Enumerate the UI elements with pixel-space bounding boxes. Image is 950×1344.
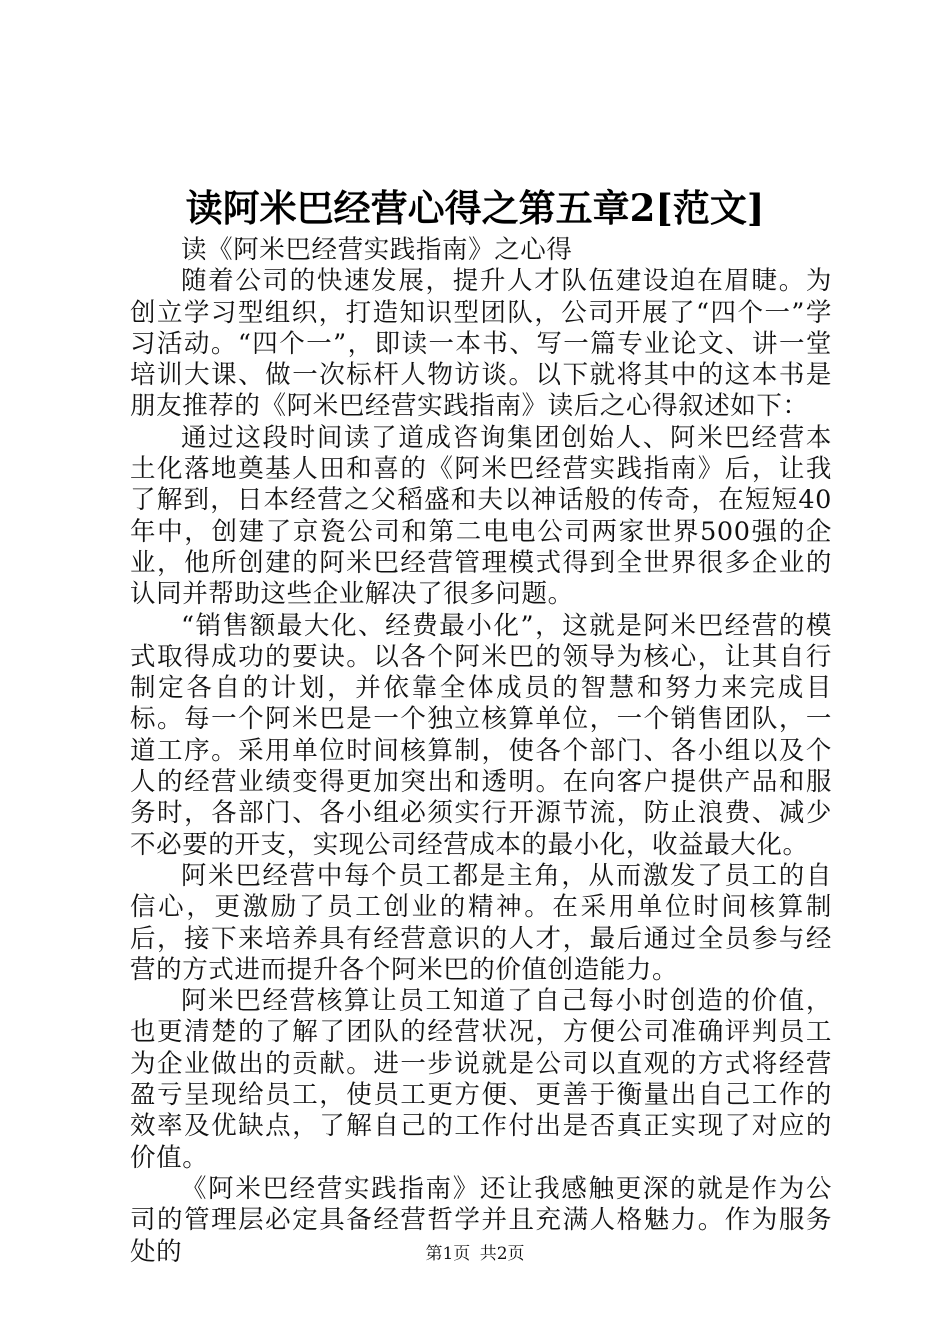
paragraph: 阿米巴经营核算让员工知道了自己每小时创造的价值，也更清楚的了解了团队的经营状况，方便公司准确评判员工为企业做出的贡献。进一步说就是公司以直观的方式将经营盈亏呈现给员工，使员工更方便、更善于衡量出自己工作的效率及优缺点，了解自己的工作付出是否真正实现了对应的价值。: [130, 986, 832, 1173]
page-total: 共2页: [479, 1244, 525, 1264]
paragraph: 随着公司的快速发展，提升人才队伍建设迫在眉睫。为创立学习型组织，打造知识型团队，公司开展了“四个一”学习活动。“四个一”，即读一本书、写一篇专业论文、讲一堂培训大课、做一次标杆人物访谈。以下就将其中的这本书是朋友推荐的《阿米巴经营实践指南》读后之心得叙述如下：: [130, 266, 832, 422]
paragraph: “销售额最大化、经费最小化”，这就是阿米巴经营的模式取得成功的要诀。以各个阿米巴的领导为核心，让其自行制定各自的计划，并依靠全体成员的智慧和努力来完成目标。每一个阿米巴是一个独立核算单位，一个销售团队，一道工序。采用单位时间核算制，使各个部门、各小组以及个人的经营业绩变得更加突出和透明。在向客户提供产品和服务时，各部门、各小组必须实行开源节流，防止浪费、减少不必要的开支，实现公司经营成本的最小化，收益最大化。: [130, 610, 832, 860]
paragraph-subtitle: 读《阿米巴经营实践指南》之心得: [181, 235, 573, 265]
paragraph: 《阿米巴经营实践指南》还让我感触更深的就是作为公司的管理层必定具备经营哲学并且充满人格魅力。作为服务处的: [130, 1173, 832, 1267]
document-title: 读阿米巴经营心得之第五章2[范文]: [185, 186, 765, 230]
document-body: [130, 235, 832, 1268]
paragraph: 阿米巴经营中每个员工都是主角，从而激发了员工的自信心，更激励了员工创业的精神。在采用单位时间核算制后，接下来培养具有经营意识的人才，最后通过全员参与经营的方式进而提升各个阿米巴的价值创造能力。: [130, 860, 832, 985]
page-number: 第1页: [425, 1244, 471, 1264]
page-footer: [0, 1243, 950, 1265]
paragraph: 通过这段时间读了道成咨询集团创始人、阿米巴经营本土化落地奠基人田和喜的《阿米巴经营实践指南》后，让我了解到，日本经营之父稻盛和夫以神话般的传奇，在短短40年中，创建了京瓷公司和第二电电公司两家世界500强的企业，他所创建的阿米巴经营管理模式得到全世界很多企业的认同并帮助这些企业解决了很多问题。: [130, 422, 832, 610]
